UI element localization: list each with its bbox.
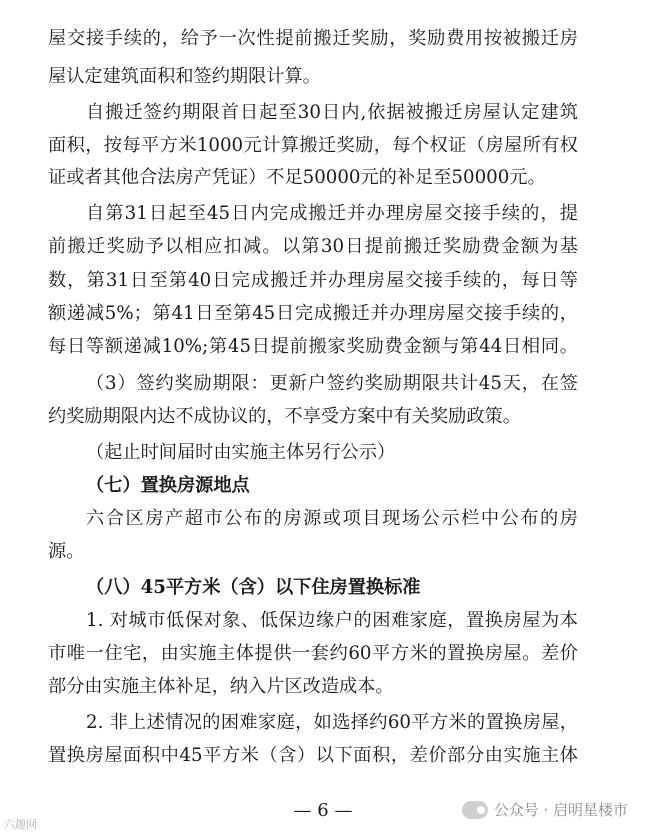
text-line: （3）签约奖励期限：更新户签约奖励期限共计45天，在签: [86, 373, 578, 394]
watermark-text: 公众号 · 启明星楼市: [493, 801, 628, 819]
text-line: 约奖励期限内达不成协议的，不享受方案中有关奖励政策。: [48, 406, 521, 427]
text-line: 屋认定建筑面积和签约期限计算。: [48, 66, 321, 87]
watermark-wechat: [462, 799, 628, 820]
wechat-icon: [462, 801, 488, 819]
text-line: 部分由实施主体补足，纳入片区改造成本。: [48, 676, 394, 697]
text-line: 额递减5%；第41日至第45日完成搬迁并办理房屋交接手续的，: [48, 303, 578, 324]
text-line: 2. 非上述情况的困难家庭，如选择约60平方米的置换房屋，: [86, 712, 578, 733]
text-line: 每日等额递减10%;第45日提前搬家奖励费金额与第44日相同。: [48, 336, 578, 357]
text-line: 置换房屋面积中45平方米（含）以下面积，差价部分由实施主体: [48, 745, 578, 766]
text-line: 证或者其他合法房产凭证）不足50000元的补足至50000元。: [48, 167, 546, 188]
text-line: 六合区房产超市公布的房源或项目现场公示栏中公布的房: [86, 508, 578, 529]
text-line: 前搬迁奖励予以相应扣减。以第30日提前搬迁奖励费金额为基: [48, 236, 578, 257]
text-line: （起止时间届时由实施主体另行公示）: [86, 442, 396, 463]
text-line: 源。: [48, 541, 85, 562]
text-line: 数，第31日至第40日完成搬迁并办理房屋交接手续的，每日等: [48, 270, 578, 291]
section-heading: （七）置换房源地点: [86, 475, 250, 496]
text-line: 自第31日起至45日内完成搬迁并办理房屋交接手续的，提: [86, 203, 578, 224]
text-line: 1. 对城市低保对象、低保边缘户的困难家庭，置换房屋为本: [86, 610, 578, 631]
page-number: — 6 —: [293, 800, 353, 821]
text-line: 屋交接手续的，给予一次性提前搬迁奖励，奖励费用按被搬迁房: [48, 28, 578, 49]
section-heading: （八）45平方米（含）以下住房置换标准: [86, 577, 421, 598]
text-line: 市唯一住宅，由实施主体提供一套约60平方米的置换房屋。差价: [48, 643, 578, 664]
text-line: 自搬迁签约期限首日起至30日内,依据被搬迁房屋认定建筑: [86, 102, 578, 123]
watermark-corner: 六趣网: [4, 818, 37, 831]
text-line: 面积，按每平方米1000元计算搬迁奖励，每个权证（房屋所有权: [48, 135, 578, 156]
